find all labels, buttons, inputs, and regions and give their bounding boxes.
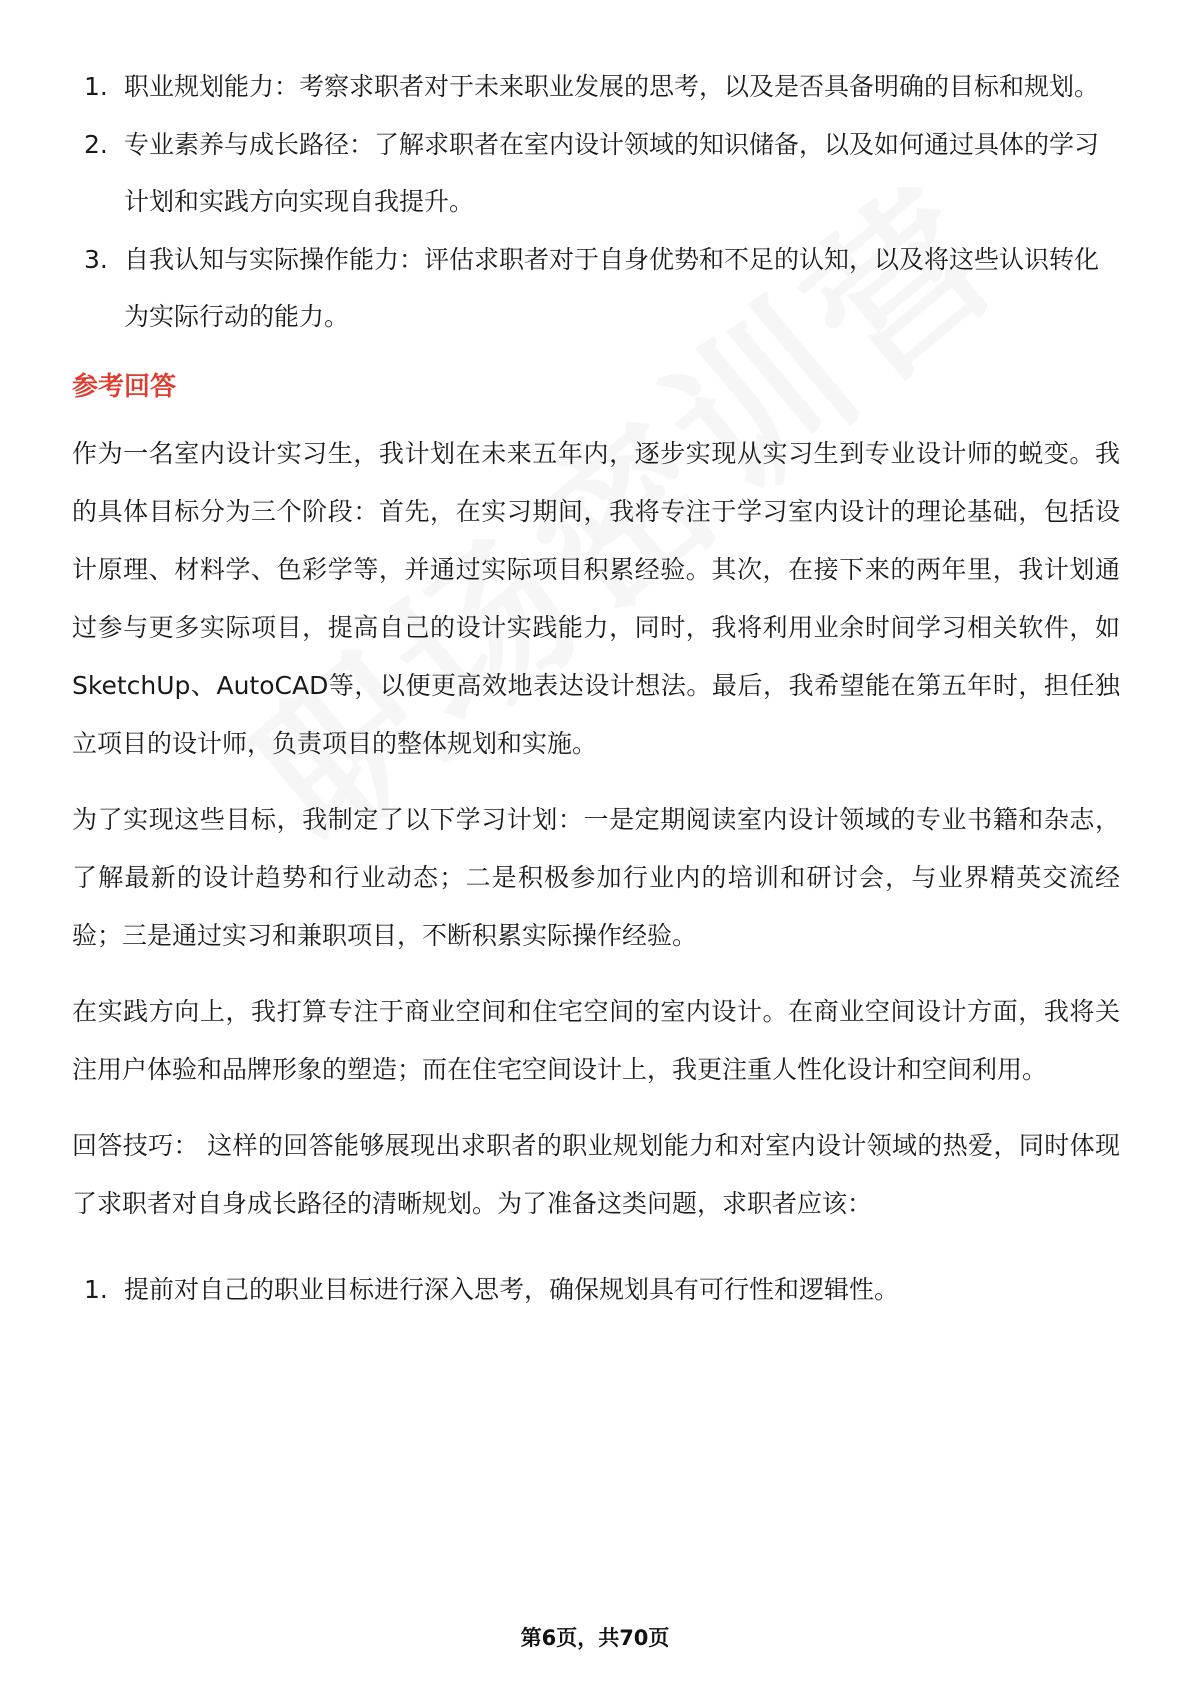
list-item-text: 专业素养与成长路径：了解求职者在室内设计领域的知识储备，以及如何通过具体的学习计划和实践方向实现自我提升。	[124, 130, 1100, 216]
section-title: 参考回答	[72, 372, 177, 402]
list-item	[72, 58, 1120, 115]
list-item-number: 3.	[84, 245, 108, 274]
page-number: 第6页，共70页	[520, 1626, 670, 1650]
list-item-number: 2.	[84, 130, 108, 159]
list-item-text: 提前对自己的职业目标进行深入思考，确保规划具有可行性和逻辑性。	[124, 1275, 900, 1304]
paragraph: 为了实现这些目标，我制定了以下学习计划：一是定期阅读室内设计领域的专业书籍和杂志，了解最新的设计趋势和行业动态；二是积极参加行业内的培训和研讨会，与业界精英交流经验；三是通过实习和兼职项目，不断积累实际操作经验。	[72, 805, 1120, 950]
list-item-number: 1.	[84, 1275, 108, 1304]
list-item	[72, 1261, 1120, 1318]
paragraph: 作为一名室内设计实习生，我计划在未来五年内，逐步实现从实习生到专业设计师的蜕变。我的具体目标分为三个阶段：首先，在实习期间，我将专注于学习室内设计的理论基础，包括设计原理、材料学、色彩学等，并通过实际项目积累经验。其次，在接下来的两年里，我计划通过参与更多实际项目，提高自己的设计实践能力，同时，我将利用业余时间学习相关软件，如SketchUp、AutoCAD等，以便更高效地表达设计想法。最后，我希望能在第五年时，担任独立项目的设计师，负责项目的整体规划和实施。	[72, 439, 1120, 758]
list-item	[72, 231, 1120, 345]
tips-list	[72, 1261, 1120, 1318]
list-item-number: 1.	[84, 72, 108, 101]
list-item	[72, 116, 1120, 230]
paragraph: 回答技巧： 这样的回答能够展现出求职者的职业规划能力和对室内设计领域的热爱，同时体现了求职者对自身成长路径的清晰规划。为了准备这类问题，求职者应该：	[72, 1131, 1120, 1218]
paragraph: 在实践方向上，我打算专注于商业空间和住宅空间的室内设计。在商业空间设计方面，我将关注用户体验和品牌形象的塑造；而在住宅空间设计上，我更注重人性化设计和空间利用。	[72, 997, 1120, 1084]
document-body	[72, 58, 1120, 1319]
list-item-text: 自我认知与实际操作能力：评估求职者对于自身优势和不足的认知，以及将这些认识转化为实际行动的能力。	[124, 245, 1100, 331]
list-item-text: 职业规划能力：考察求职者对于未来职业发展的思考，以及是否具备明确的目标和规划。	[124, 72, 1100, 101]
evaluation-points-list	[72, 58, 1120, 345]
